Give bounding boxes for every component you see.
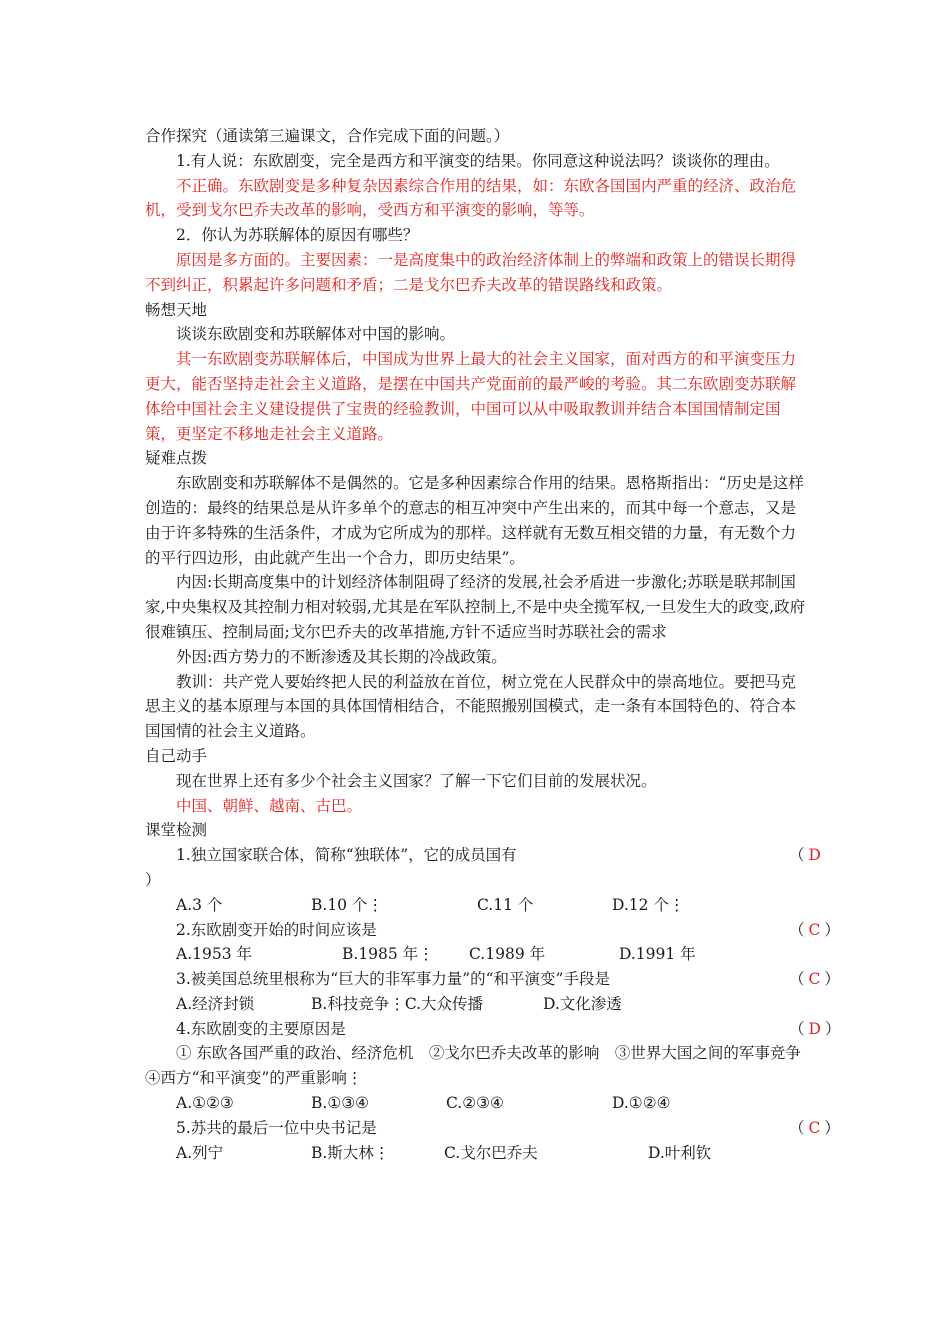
option-b: B.1985 年⋮ xyxy=(342,945,434,964)
answer-paren xyxy=(758,843,821,868)
paren-open: （ xyxy=(789,846,805,865)
answer-paren xyxy=(758,1116,840,1141)
option-b-c: B.科技竞争⋮C.大众传播 xyxy=(311,994,484,1013)
test-question-text: 5.苏共的最后一位中央书记是 xyxy=(176,1118,377,1137)
imagine-answer: 其一东欧剧变苏联解体后，中国成为世界上最大的社会主义国家，面对西方的和平演变压力更大，能否坚持走社会主义道路，是摆在中国共产党面前的最严峻的考验。其二东欧剧变苏联解体给中国社会主义建设提供了宝贵的经验教训，中国可以从中吸取教训并结合本国国情制定国策，更坚定不移地走社会主义道路。 xyxy=(145,350,797,443)
answer-paren xyxy=(758,918,840,943)
option-c: C.1989 年 xyxy=(469,945,546,964)
test-question-text: 1.独立国家联合体，简称“独联体”，它的成员国有 xyxy=(176,846,517,865)
answer-letter: C xyxy=(808,970,821,989)
test-question-5 xyxy=(145,1116,840,1141)
option-c: C.11 个 xyxy=(477,895,534,914)
option-b: B.斯大林⋮ xyxy=(311,1143,390,1162)
section-heading-difficult: 疑难点拨 xyxy=(145,449,208,468)
test-question-4 xyxy=(145,1017,841,1042)
test-options-3 xyxy=(145,992,810,1017)
difficult-paragraph-lesson: 教训：共产党人要始终把人民的利益放在首位，树立党在人民群众中的崇高地位。要把马克思主义的基本原理与本国的具体国情相结合，不能照搬别国模式，走一条有本国特色的、符合本国国情的社会主义道路。 xyxy=(145,672,797,741)
option-a: A.①②③ xyxy=(176,1094,234,1113)
test-options-4 xyxy=(145,1091,810,1116)
paren-open: （ xyxy=(789,1019,805,1038)
imagine-question: 谈谈东欧剧变和苏联解体对中国的影响。 xyxy=(176,325,456,344)
paren-open: （ xyxy=(789,970,805,989)
section-heading-imagine: 畅想天地 xyxy=(145,300,208,319)
option-d: D.文化渗透 xyxy=(543,994,622,1013)
paren-open: （ xyxy=(789,1118,805,1137)
answer-paren xyxy=(758,1017,841,1042)
option-b: B.①③④ xyxy=(311,1094,370,1113)
answer-letter: D xyxy=(808,846,821,865)
difficult-paragraph-internal: 内因:长期高度集中的计划经济体制阻碍了经济的发展,社会矛盾进一步激化;苏联是联邦制国家,中央集权及其控制力相对较弱,尤其是在军队控制上,不是中央全揽军权,一旦发生大的政变,政府很难镇压、控制局面;戈尔巴乔夫的改革措施,方针不适应当时苏联社会的需求 xyxy=(145,573,806,641)
document-body xyxy=(145,124,841,1165)
test-question-1 xyxy=(145,843,821,868)
option-a: A.3 个 xyxy=(176,895,223,914)
option-c: C.戈尔巴乔夫 xyxy=(444,1143,538,1162)
handson-question: 现在世界上还有多少个社会主义国家？了解一下它们目前的发展状况。 xyxy=(176,771,657,790)
answer-2: 原因是多方面的。主要因素：一是高度集中的政治经济体制上的弊端和政策上的错误长期得不到纠正，积累起许多问题和矛盾；二是戈尔巴乔夫改革的错误路线和政策。 xyxy=(145,250,797,294)
test-question-2 xyxy=(145,918,840,943)
option-c: C.②③④ xyxy=(446,1094,504,1113)
paren-close: ） xyxy=(145,870,161,889)
option-a: A.列宁 xyxy=(176,1143,224,1162)
section-heading-handson: 自己动手 xyxy=(145,746,208,765)
answer-letter: C xyxy=(808,920,821,939)
answer-paren xyxy=(758,967,840,992)
paren-close: ） xyxy=(824,920,840,939)
option-d: D.1991 年 xyxy=(619,945,696,964)
paren-close: ） xyxy=(824,1118,840,1137)
test-question-text: 3.被美国总统里根称为“巨大的非军事力量”的“和平演变”手段是 xyxy=(176,970,610,989)
test-question-text: 2.东欧剧变开始的时间应该是 xyxy=(176,920,377,939)
test-options-2 xyxy=(145,942,810,967)
option-b: B.10 个⋮ xyxy=(311,895,383,914)
test-question-3 xyxy=(145,967,840,992)
answer-1: 不正确。东欧剧变是多种复杂因素综合作用的结果，如：东欧各国国内严重的经济、政治危机，受到戈尔巴乔夫改革的影响，受西方和平演变的影响，等等。 xyxy=(145,176,797,220)
question-1: 1.有人说：东欧剧变，完全是西方和平演变的结果。你同意这种说法吗？谈谈你的理由。 xyxy=(176,151,780,170)
answer-letter: D xyxy=(808,1019,821,1038)
option-a: A.1953 年 xyxy=(176,945,252,964)
question-2: 2．你认为苏联解体的原因有哪些？ xyxy=(176,226,419,245)
paren-close: ） xyxy=(824,1019,841,1038)
test-question-4-detail: ① 东欧各国严重的政治、经济危机 ②戈尔巴乔夫改革的影响 ③世界大国之间的军事竞争 ④西方“和平演变”的严重影响⋮ xyxy=(145,1044,817,1088)
option-d: D.12 个⋮ xyxy=(612,895,685,914)
test-options-1 xyxy=(145,893,810,918)
paren-open: （ xyxy=(789,920,805,939)
paren-close: ） xyxy=(824,970,840,989)
section-heading-cooperate: 合作探究（通读第三遍课文，合作完成下面的问题。） xyxy=(145,127,510,145)
section-heading-test: 课堂检测 xyxy=(145,821,208,840)
difficult-paragraph-1: 东欧剧变和苏联解体不是偶然的。它是多种因素综合作用的结果。恩格斯指出：“历史是这样创造的：最终的结果总是从许多单个的意志的相互冲突中产生出来的，而其中每一个意志，又是由于许多特殊的生活条件，才成为它所成为的那样。这样就有无数互相交错的力量，有无数个力的平行四边形，由此就产生出一个合力，即历史结果”。 xyxy=(145,474,804,567)
option-a: A.经济封锁 xyxy=(176,994,255,1013)
handson-answer: 中国、朝鲜、越南、古巴。 xyxy=(176,796,363,815)
answer-letter: C xyxy=(808,1118,821,1137)
option-d: D.①②④ xyxy=(612,1094,671,1113)
test-options-5 xyxy=(145,1141,810,1166)
test-question-text: 4.东欧剧变的主要原因是 xyxy=(176,1019,346,1038)
difficult-paragraph-external: 外因:西方势力的不断渗透及其长期的冷战政策。 xyxy=(176,647,507,666)
option-d: D.叶利钦 xyxy=(648,1143,712,1162)
